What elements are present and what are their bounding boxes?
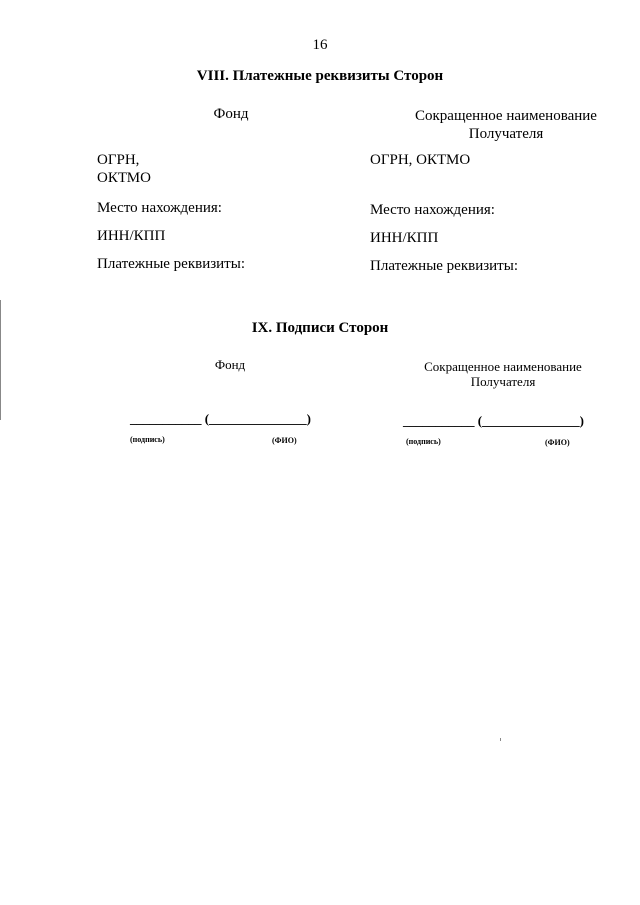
recipient-signature-caption: (подпись) <box>406 437 441 446</box>
fund-name-caption: (ФИО) <box>272 436 297 445</box>
signature-fund-label: Фонд <box>214 357 246 372</box>
scan-speck <box>500 738 501 741</box>
section-9-title: IX. Подписи Сторон <box>251 320 389 336</box>
signature-recipient-label-line1: Сокращенное наименование <box>424 359 582 374</box>
signature-recipient-label-line2: Получателя <box>470 374 536 389</box>
scan-edge-mark <box>0 300 1 420</box>
recipient-ogrn-oktmo-label: ОГРН, ОКТМО <box>370 152 471 168</box>
fund-inn-kpp-label: ИНН/КПП <box>97 228 166 244</box>
fund-oktmo-label: ОКТМО <box>97 170 151 186</box>
page-number: 16 <box>312 37 328 53</box>
section-8-title: VIII. Платежные реквизиты Сторон <box>196 68 444 84</box>
fund-payment-details-label: Платежные реквизиты: <box>97 256 245 272</box>
recipient-payment-details-label: Платежные реквизиты: <box>370 258 518 274</box>
fund-party-label: Фонд <box>213 106 249 122</box>
recipient-inn-kpp-label: ИНН/КПП <box>370 230 439 246</box>
recipient-party-label-line2: Получателя <box>468 126 544 142</box>
fund-signature-caption: (подпись) <box>130 435 165 444</box>
recipient-name-caption: (ФИО) <box>545 438 570 447</box>
recipient-party-label-line1: Сокращенное наименование <box>415 108 597 124</box>
fund-signature-line: ___________ (_______________) <box>130 411 311 426</box>
fund-location-label: Место нахождения: <box>97 200 222 216</box>
recipient-signature-line: ___________ (_______________) <box>403 413 584 428</box>
recipient-location-label: Место нахождения: <box>370 202 495 218</box>
fund-ogrn-label: ОГРН, <box>97 152 140 168</box>
